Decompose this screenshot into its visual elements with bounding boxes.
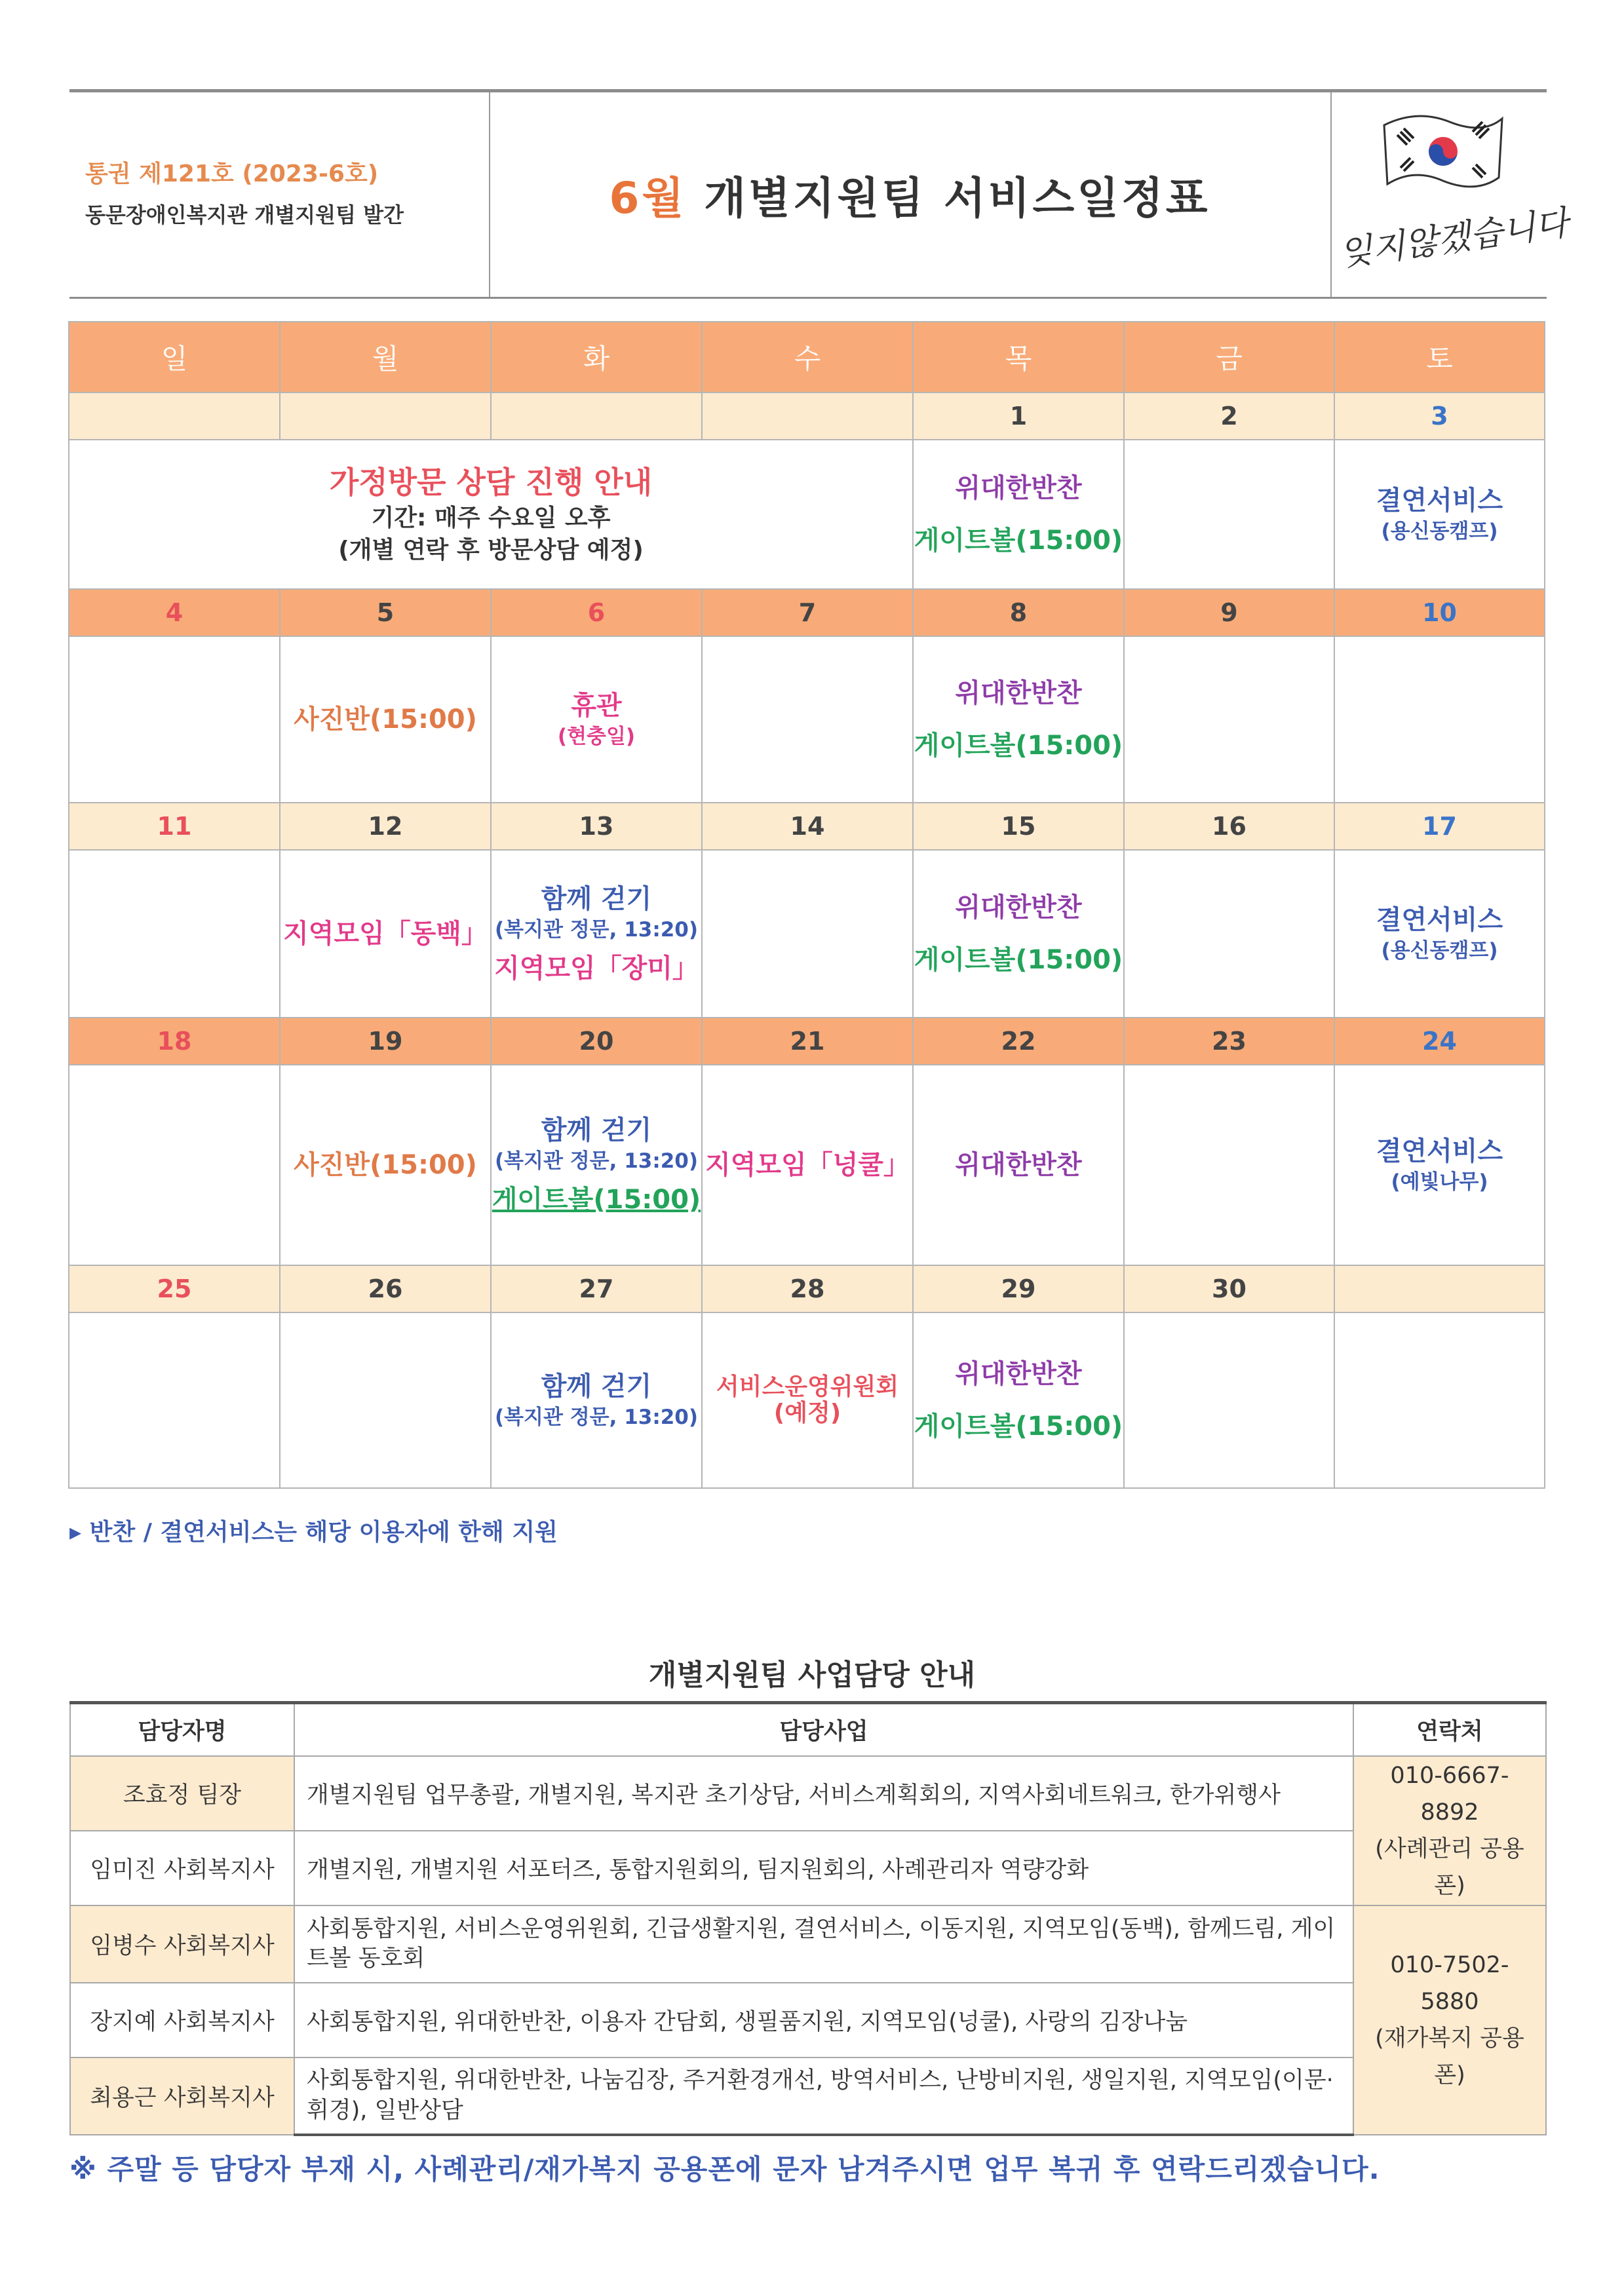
calendar-table: [68, 321, 1545, 1489]
event-cell: [1124, 440, 1334, 589]
event-cell: [1334, 1312, 1545, 1488]
header-name: 담당자명: [70, 1703, 294, 1757]
bottom-notice: ※ 주말 등 담당자 부재 시, 사례관리/재가복지 공용폰에 문자 남겨주시면 업무 복귀 후 연락드리겠습니다.: [69, 2153, 1380, 2185]
event-text: 위대한반찬: [955, 473, 1082, 503]
event-text: (복지관 정문, 13:20): [494, 1406, 699, 1430]
contact-label: (사례관리 공용폰): [1375, 1836, 1524, 1899]
date-row: [69, 1265, 1545, 1312]
staff-header-row: [70, 1703, 1546, 1757]
logo-text: 잊지않겠습니다: [1337, 203, 1571, 275]
event-cell: [69, 1065, 280, 1265]
contact-label: (재가복지 공용폰): [1375, 2025, 1524, 2088]
event-text: (현충일): [557, 725, 636, 749]
event-text: 함께 걷기: [541, 884, 652, 915]
date-cell: 5: [280, 589, 491, 636]
staff-duty: 사회통합지원, 위대한반찬, 나눔김장, 주거환경개선, 방역서비스, 난방비지원, 생일지원, 지역모임(이문·휘경), 일반상담: [294, 2057, 1353, 2135]
header-title-cell: [489, 92, 1332, 297]
contact-cell: [1353, 1756, 1546, 1905]
date-cell: 6: [491, 589, 702, 636]
date-cell: 28: [702, 1265, 913, 1312]
event-text: 게이트볼(15:00): [914, 526, 1123, 556]
weekday-wed: 수: [702, 322, 913, 392]
weekday-header-row: [69, 322, 1545, 392]
header: [69, 89, 1571, 299]
event-cell: [491, 850, 702, 1018]
event-text: 지역모임「동백」: [283, 919, 488, 949]
event-text: 서비스운영위원회: [716, 1373, 899, 1401]
staff-duty: 사회통합지원, 서비스운영위원회, 긴급생활지원, 결연서비스, 이동지원, 지역모임(동백), 함께드림, 게이트볼 동호회: [294, 1905, 1353, 1983]
event-text: (용신동캠프): [1381, 939, 1498, 963]
contact-phone: 010-6667-8892: [1390, 1763, 1509, 1826]
event-cell: [1124, 636, 1334, 803]
event-cell: [702, 1065, 913, 1265]
event-text: 결연서비스: [1376, 1136, 1503, 1167]
notice-title: 가정방문 상담 진행 안내: [329, 465, 653, 501]
publisher: 동문장애인복지관 개별지원팀 발간: [85, 202, 404, 227]
calendar-footnote: ▸ 반찬 / 결연서비스는 해당 이용자에 한해 지원: [69, 1519, 558, 1546]
date-cell: 3: [1334, 392, 1545, 440]
weekday-sun: 일: [69, 322, 280, 392]
event-text: 지역모임「장미」: [494, 953, 699, 984]
date-cell: [280, 392, 491, 440]
event-text: 게이트볼(15:00): [492, 1184, 701, 1215]
contact-phone: 010-7502-5880: [1390, 1952, 1509, 2015]
date-cell: 2: [1124, 392, 1334, 440]
date-cell: 25: [69, 1265, 280, 1312]
date-cell: 18: [69, 1018, 280, 1065]
table-row: [70, 1983, 1546, 2057]
staff-section-title: 개별지원팀 사업담당 안내: [648, 1658, 976, 1692]
notice-detail: (개별 연락 후 방문상담 예정): [338, 537, 644, 564]
date-cell: 11: [69, 803, 280, 850]
date-cell: 29: [913, 1265, 1124, 1312]
date-cell: 7: [702, 589, 913, 636]
date-cell: [69, 392, 280, 440]
event-cell: [913, 1312, 1124, 1488]
date-cell: [702, 392, 913, 440]
date-cell: 13: [491, 803, 702, 850]
date-row: [69, 392, 1545, 440]
date-cell: 10: [1334, 589, 1545, 636]
date-cell: 21: [702, 1018, 913, 1065]
event-cell: [280, 1312, 491, 1488]
event-text: (복지관 정문, 13:20): [494, 918, 699, 942]
event-text: (예빛나무): [1391, 1170, 1488, 1195]
staff-table: [69, 1701, 1547, 2136]
date-row: [69, 589, 1545, 636]
weekday-mon: 월: [280, 322, 491, 392]
event-text: 위대한반찬: [955, 1150, 1082, 1180]
event-cell: [1334, 636, 1545, 803]
event-text: 게이트볼(15:00): [914, 731, 1123, 761]
table-row: [70, 1756, 1546, 1831]
date-cell: [491, 392, 702, 440]
event-cell: [280, 1065, 491, 1265]
notice-period: 기간: 매주 수요일 오후: [371, 505, 611, 532]
date-cell: 30: [1124, 1265, 1334, 1312]
date-cell: 17: [1334, 803, 1545, 850]
date-cell: 16: [1124, 803, 1334, 850]
event-text: 함께 걷기: [541, 1115, 652, 1146]
event-text: 사진반(15:00): [294, 704, 477, 735]
weekday-fri: 금: [1124, 322, 1334, 392]
weekday-tue: 화: [491, 322, 702, 392]
event-cell: [702, 850, 913, 1018]
event-cell: [280, 850, 491, 1018]
event-cell: [1124, 850, 1334, 1018]
date-cell: [1334, 1265, 1545, 1312]
taegukgi-icon: [1378, 105, 1509, 197]
date-cell: 24: [1334, 1018, 1545, 1065]
date-cell: 22: [913, 1018, 1124, 1065]
date-cell: 15: [913, 803, 1124, 850]
event-text: 게이트볼(15:00): [914, 1411, 1123, 1442]
date-cell: 1: [913, 392, 1124, 440]
date-row: [69, 803, 1545, 850]
event-row: [69, 636, 1545, 803]
title-month: 6월: [609, 173, 687, 223]
date-cell: 12: [280, 803, 491, 850]
event-cell: [702, 1312, 913, 1488]
date-cell: 9: [1124, 589, 1334, 636]
event-cell: [280, 636, 491, 803]
date-cell: 23: [1124, 1018, 1334, 1065]
event-cell: [1334, 440, 1545, 589]
event-text: 위대한반찬: [955, 1359, 1082, 1389]
event-text: 함께 걷기: [541, 1371, 652, 1402]
staff-name: 최용근 사회복지사: [70, 2057, 294, 2135]
event-text: 위대한반찬: [955, 678, 1082, 708]
weekday-thu: 목: [913, 322, 1124, 392]
event-text: 위대한반찬: [955, 892, 1082, 923]
event-text: (예정): [773, 1400, 841, 1426]
event-row: [69, 1312, 1545, 1488]
event-cell: [69, 850, 280, 1018]
date-cell: 8: [913, 589, 1124, 636]
event-row: [69, 440, 1545, 589]
header-duty: 담당사업: [294, 1703, 1353, 1757]
page-title: [489, 163, 1330, 225]
home-visit-notice: [69, 440, 913, 589]
weekday-sat: 토: [1334, 322, 1545, 392]
date-cell: 26: [280, 1265, 491, 1312]
event-cell: [913, 850, 1124, 1018]
staff-name: 조효정 팀장: [70, 1756, 294, 1831]
event-cell: [1124, 1065, 1334, 1265]
event-text: 결연서비스: [1376, 905, 1503, 936]
date-row: [69, 1018, 1545, 1065]
event-text: 게이트볼(15:00): [914, 945, 1123, 975]
staff-name: 장지예 사회복지사: [70, 1983, 294, 2057]
title-text: 개별지원팀 서비스일정표: [704, 173, 1210, 223]
event-cell: [69, 1312, 280, 1488]
event-text: (복지관 정문, 13:20): [494, 1149, 699, 1174]
date-cell: 20: [491, 1018, 702, 1065]
event-cell: [1334, 1065, 1545, 1265]
event-text: 지역모임「넝쿨」: [705, 1150, 910, 1180]
contact-cell: [1353, 1905, 1546, 2135]
date-cell: 19: [280, 1018, 491, 1065]
event-cell: [1334, 850, 1545, 1018]
event-row: [69, 850, 1545, 1018]
event-cell: [491, 636, 702, 803]
date-cell: 14: [702, 803, 913, 850]
staff-name: 임병수 사회복지사: [70, 1905, 294, 1983]
table-row: [70, 2057, 1546, 2135]
staff-duty: 개별지원, 개별지원 서포터즈, 통합지원회의, 팀지원회의, 사례관리자 역량강화: [294, 1831, 1353, 1905]
staff-duty: 개별지원팀 업무총괄, 개별지원, 복지관 초기상담, 서비스계획회의, 지역사회네트워크, 한가위행사: [294, 1756, 1353, 1831]
event-cell: [913, 1065, 1124, 1265]
date-cell: 27: [491, 1265, 702, 1312]
event-text: (용신동캠프): [1381, 520, 1498, 544]
event-cell: [913, 636, 1124, 803]
event-text: 휴관: [571, 691, 622, 721]
staff-name: 임미진 사회복지사: [70, 1831, 294, 1905]
event-cell: [913, 440, 1124, 589]
event-text: 사진반(15:00): [294, 1150, 477, 1180]
header-contact: 연락처: [1353, 1703, 1546, 1757]
issue-number: 통권 제121호 (2023-6호): [85, 161, 379, 187]
table-row: [70, 1831, 1546, 1905]
event-cell: [69, 636, 280, 803]
event-cell: [491, 1312, 702, 1488]
event-row: [69, 1065, 1545, 1265]
table-row: [70, 1905, 1546, 1983]
flag-logo: [1337, 102, 1571, 292]
header-info: [69, 92, 490, 297]
event-cell: [1124, 1312, 1334, 1488]
event-cell: [702, 636, 913, 803]
event-cell: [491, 1065, 702, 1265]
event-text: 결연서비스: [1376, 486, 1503, 516]
staff-duty: 사회통합지원, 위대한반찬, 이용자 간담회, 생필품지원, 지역모임(넝쿨), 사랑의 김장나눔: [294, 1983, 1353, 2057]
date-cell: 4: [69, 589, 280, 636]
